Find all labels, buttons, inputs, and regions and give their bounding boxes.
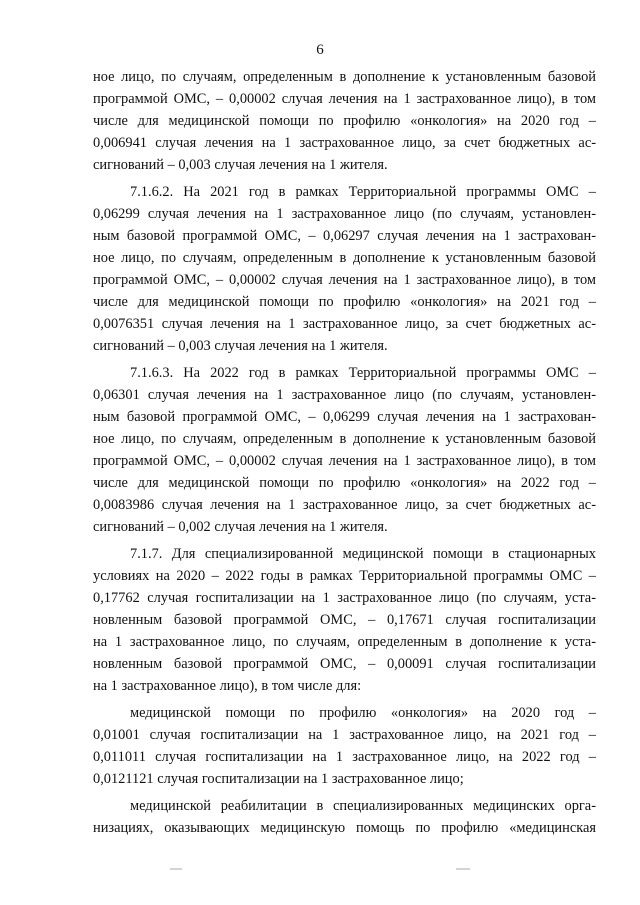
text-line: 0,0121121 случая госпитализации на 1 застрахованное лицо; — [93, 771, 464, 787]
text-line: 0,0076351 случая лечения на 1 застрахованное лицо, за счет бюджетных ас- — [93, 316, 596, 332]
text-line: новленным базовой программой ОМС, – 0,17671 случая госпитализации — [93, 612, 596, 628]
text-line: новленным базовой программой ОМС, – 0,00091 случая госпитализации — [93, 656, 596, 672]
text-line: условиях на 2020 – 2022 годы в рамках Территориальной программы ОМС – — [93, 568, 596, 584]
text-line: 0,011011 случая госпитализации на 1 застрахованное лицо, на 2022 год – — [93, 749, 596, 765]
text-line: сигнований – 0,003 случая лечения на 1 жителя. — [93, 338, 388, 354]
section-heading-line: 7.1.7. Для специализированной медицинской помощи в стационарных — [130, 546, 596, 562]
text-line: 0,006941 случая лечения на 1 застрахованное лицо, за счет бюджетных ас- — [93, 135, 596, 151]
scan-artifact — [170, 868, 182, 870]
text-line: ное лицо, по случаям, определенным в дополнение к установленным базовой — [93, 250, 596, 266]
list-item-line: медицинской помощи по профилю «онкология» на 2020 год – — [130, 705, 596, 721]
text-line: 0,01001 случая госпитализации на 1 застрахованное лицо, на 2021 год – — [93, 727, 596, 743]
text-line: 0,0083986 случая лечения на 1 застрахованное лицо, за счет бюджетных ас- — [93, 497, 596, 513]
text-line: ным базовой программой ОМС, – 0,06297 случая лечения на 1 застрахован- — [93, 228, 596, 244]
text-line: сигнований – 0,003 случая лечения на 1 жителя. — [93, 157, 388, 173]
text-line: ным базовой программой ОМС, – 0,06299 случая лечения на 1 застрахован- — [93, 409, 596, 425]
list-item-line: медицинской реабилитации в специализированных медицинских орга- — [130, 798, 596, 814]
text-line: сигнований – 0,002 случая лечения на 1 жителя. — [93, 519, 388, 535]
text-line: числе для медицинской помощи по профилю «онкология» на 2020 год – — [93, 113, 596, 129]
text-line: программой ОМС, – 0,00002 случая лечения на 1 застрахованное лицо), в том — [93, 453, 596, 469]
text-line: 0,17762 случая госпитализации на 1 застрахованное лицо (по случаям, уста- — [93, 590, 596, 606]
section-heading-line: 7.1.6.2. На 2021 год в рамках Территориальной программы ОМС – — [130, 184, 596, 200]
text-line: низациях, оказывающих медицинскую помощь по профилю «медицинская — [93, 820, 596, 836]
scan-artifact — [456, 868, 470, 870]
text-line: программой ОМС, – 0,00002 случая лечения на 1 застрахованное лицо), в том — [93, 91, 596, 107]
text-line: 0,06301 случая лечения на 1 застрахованное лицо (по случаям, установлен- — [93, 387, 596, 403]
text-line: 0,06299 случая лечения на 1 застрахованное лицо (по случаям, установлен- — [93, 206, 596, 222]
text-line: ное лицо, по случаям, определенным в дополнение к установленным базовой — [93, 431, 596, 447]
section-heading-line: 7.1.6.3. На 2022 год в рамках Территориальной программы ОМС – — [130, 365, 596, 381]
page-number: 6 — [316, 42, 324, 58]
text-line: числе для медицинской помощи по профилю «онкология» на 2022 год – — [93, 475, 596, 491]
text-line: числе для медицинской помощи по профилю «онкология» на 2021 год – — [93, 294, 596, 310]
text-line: ное лицо, по случаям, определенным в дополнение к установленным базовой — [93, 69, 596, 85]
text-line: программой ОМС, – 0,00002 случая лечения на 1 застрахованное лицо), в том — [93, 272, 596, 288]
text-line: на 1 застрахованное лицо), в том числе для: — [93, 678, 362, 694]
text-line: на 1 застрахованное лицо, по случаям, определенным в дополнение к уста- — [93, 634, 596, 650]
